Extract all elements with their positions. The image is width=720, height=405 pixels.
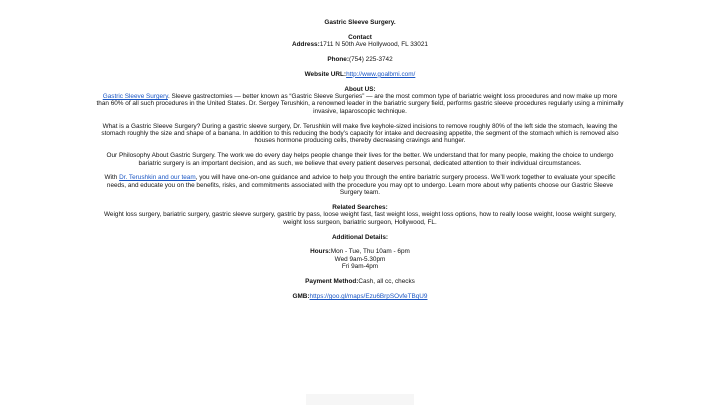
address-value: 1711 N 50th Ave Hollywood, FL 33021 [319,41,428,49]
about-text: . Sleeve gastrectomies — better known as “Gastric Sleeve Surgeries” — are the most common type of bariatric weight loss procedures and now make up more than 60% of all such procedures in the United States. Dr. Sergey Terushkin, a renowned leader in the bariatric surgery field, performs gastric sleeve procedures regularly using a minimally invasive, laparoscopic technique. [96,93,624,115]
related-heading: Related Searches: [332,204,388,212]
website-link[interactable]: http://www.goalbmi.com/ [346,70,416,78]
spacer [96,145,624,152]
hours-line-2: Wed 9am-5.30pm [334,255,386,263]
contact-heading: Contact [348,33,372,41]
team-text: , you will have one-on-one guidance and advice to help you through the entire bariatric surgery process. We’ll work together to evaluate your specific needs, and educate you on the benefits, risks, and commitments associated with the procedure you may opt to undergo. Learn more about why patients choose our Gastric Sleeve Surgery team. [106,174,616,197]
website-line [96,71,624,78]
payment-line [96,278,624,285]
gmb-label: GMB: [292,292,310,300]
spacer [96,63,624,70]
spacer [96,49,624,56]
spacer [96,115,624,122]
team-prefix: With [104,174,120,182]
spacer [96,226,624,233]
spacer [96,241,624,248]
spacer [96,285,624,292]
phone-line [96,56,624,63]
gmb-link[interactable]: https://goo.gl/maps/Ezu6BrpSOvfeTBqU9 [309,292,428,300]
hours-line [96,248,624,255]
spacer [96,167,624,174]
phone-value: (754) 225-3742 [348,56,393,63]
about-heading: About US: [344,85,376,93]
gastric-sleeve-link[interactable]: Gastric Sleeve Surgery [102,93,168,100]
spacer [96,197,624,204]
phone-label: Phone: [327,56,349,63]
hours-line-1: Mon - Tue, Thu 10am - 6pm [330,248,410,256]
spacer [96,26,624,33]
team-paragraph [96,174,624,196]
additional-heading: Additional Details: [331,233,389,241]
team-link[interactable]: Dr. Terushkin and our team [119,174,196,182]
about-paragraph [96,93,624,115]
document-body [96,19,624,300]
address-line [96,41,624,48]
spacer [96,78,624,85]
footer-strip [306,394,414,405]
related-text: Weight loss surgery, bariatric surgery, gastric sleeve surgery, gastric by pass, loose weight fast, fast weight loss, weight loss options, how to really loose weight, loose weight surgery, weight loss surgeon, bariatric surgeon, Hollywood, FL. [104,211,616,226]
address-label: Address: [292,41,320,49]
document-title: Gastric Sleeve Surgery. [324,19,396,26]
website-label: Website URL: [304,70,347,78]
what-paragraph: What is a Gastric Sleeve Surgery? During a gastric sleeve surgery, Dr. Terushkin will make five keyhole-sized incisions to remove roughly 80% of the left side the stomach, leaving the stomach roughly the size and shape of a banana. In addition to this reducing the body’s capacity for intake and decreasing appetite, the segment of the stomach which is removed also houses hormone producing cells, thereby decreasing cravings and hunger. [101,122,619,145]
payment-value: Cash, all cc, checks [358,278,415,286]
philosophy-paragraph: Our Philosophy About Gastric Surgery. The work we do every day helps people change their lives for the better. We understand that for many people, making the choice to undergo bariatric surgery is an important decision, and as such, we believe that every patient deserves personal, dedicated attention to their individual circumstances. [106,152,614,167]
gmb-line [96,293,624,300]
hours-line-3: Fri 9am-4pm [341,263,379,271]
payment-label: Payment Method: [305,278,359,286]
hours-label: Hours: [310,248,331,256]
spacer [96,271,624,278]
